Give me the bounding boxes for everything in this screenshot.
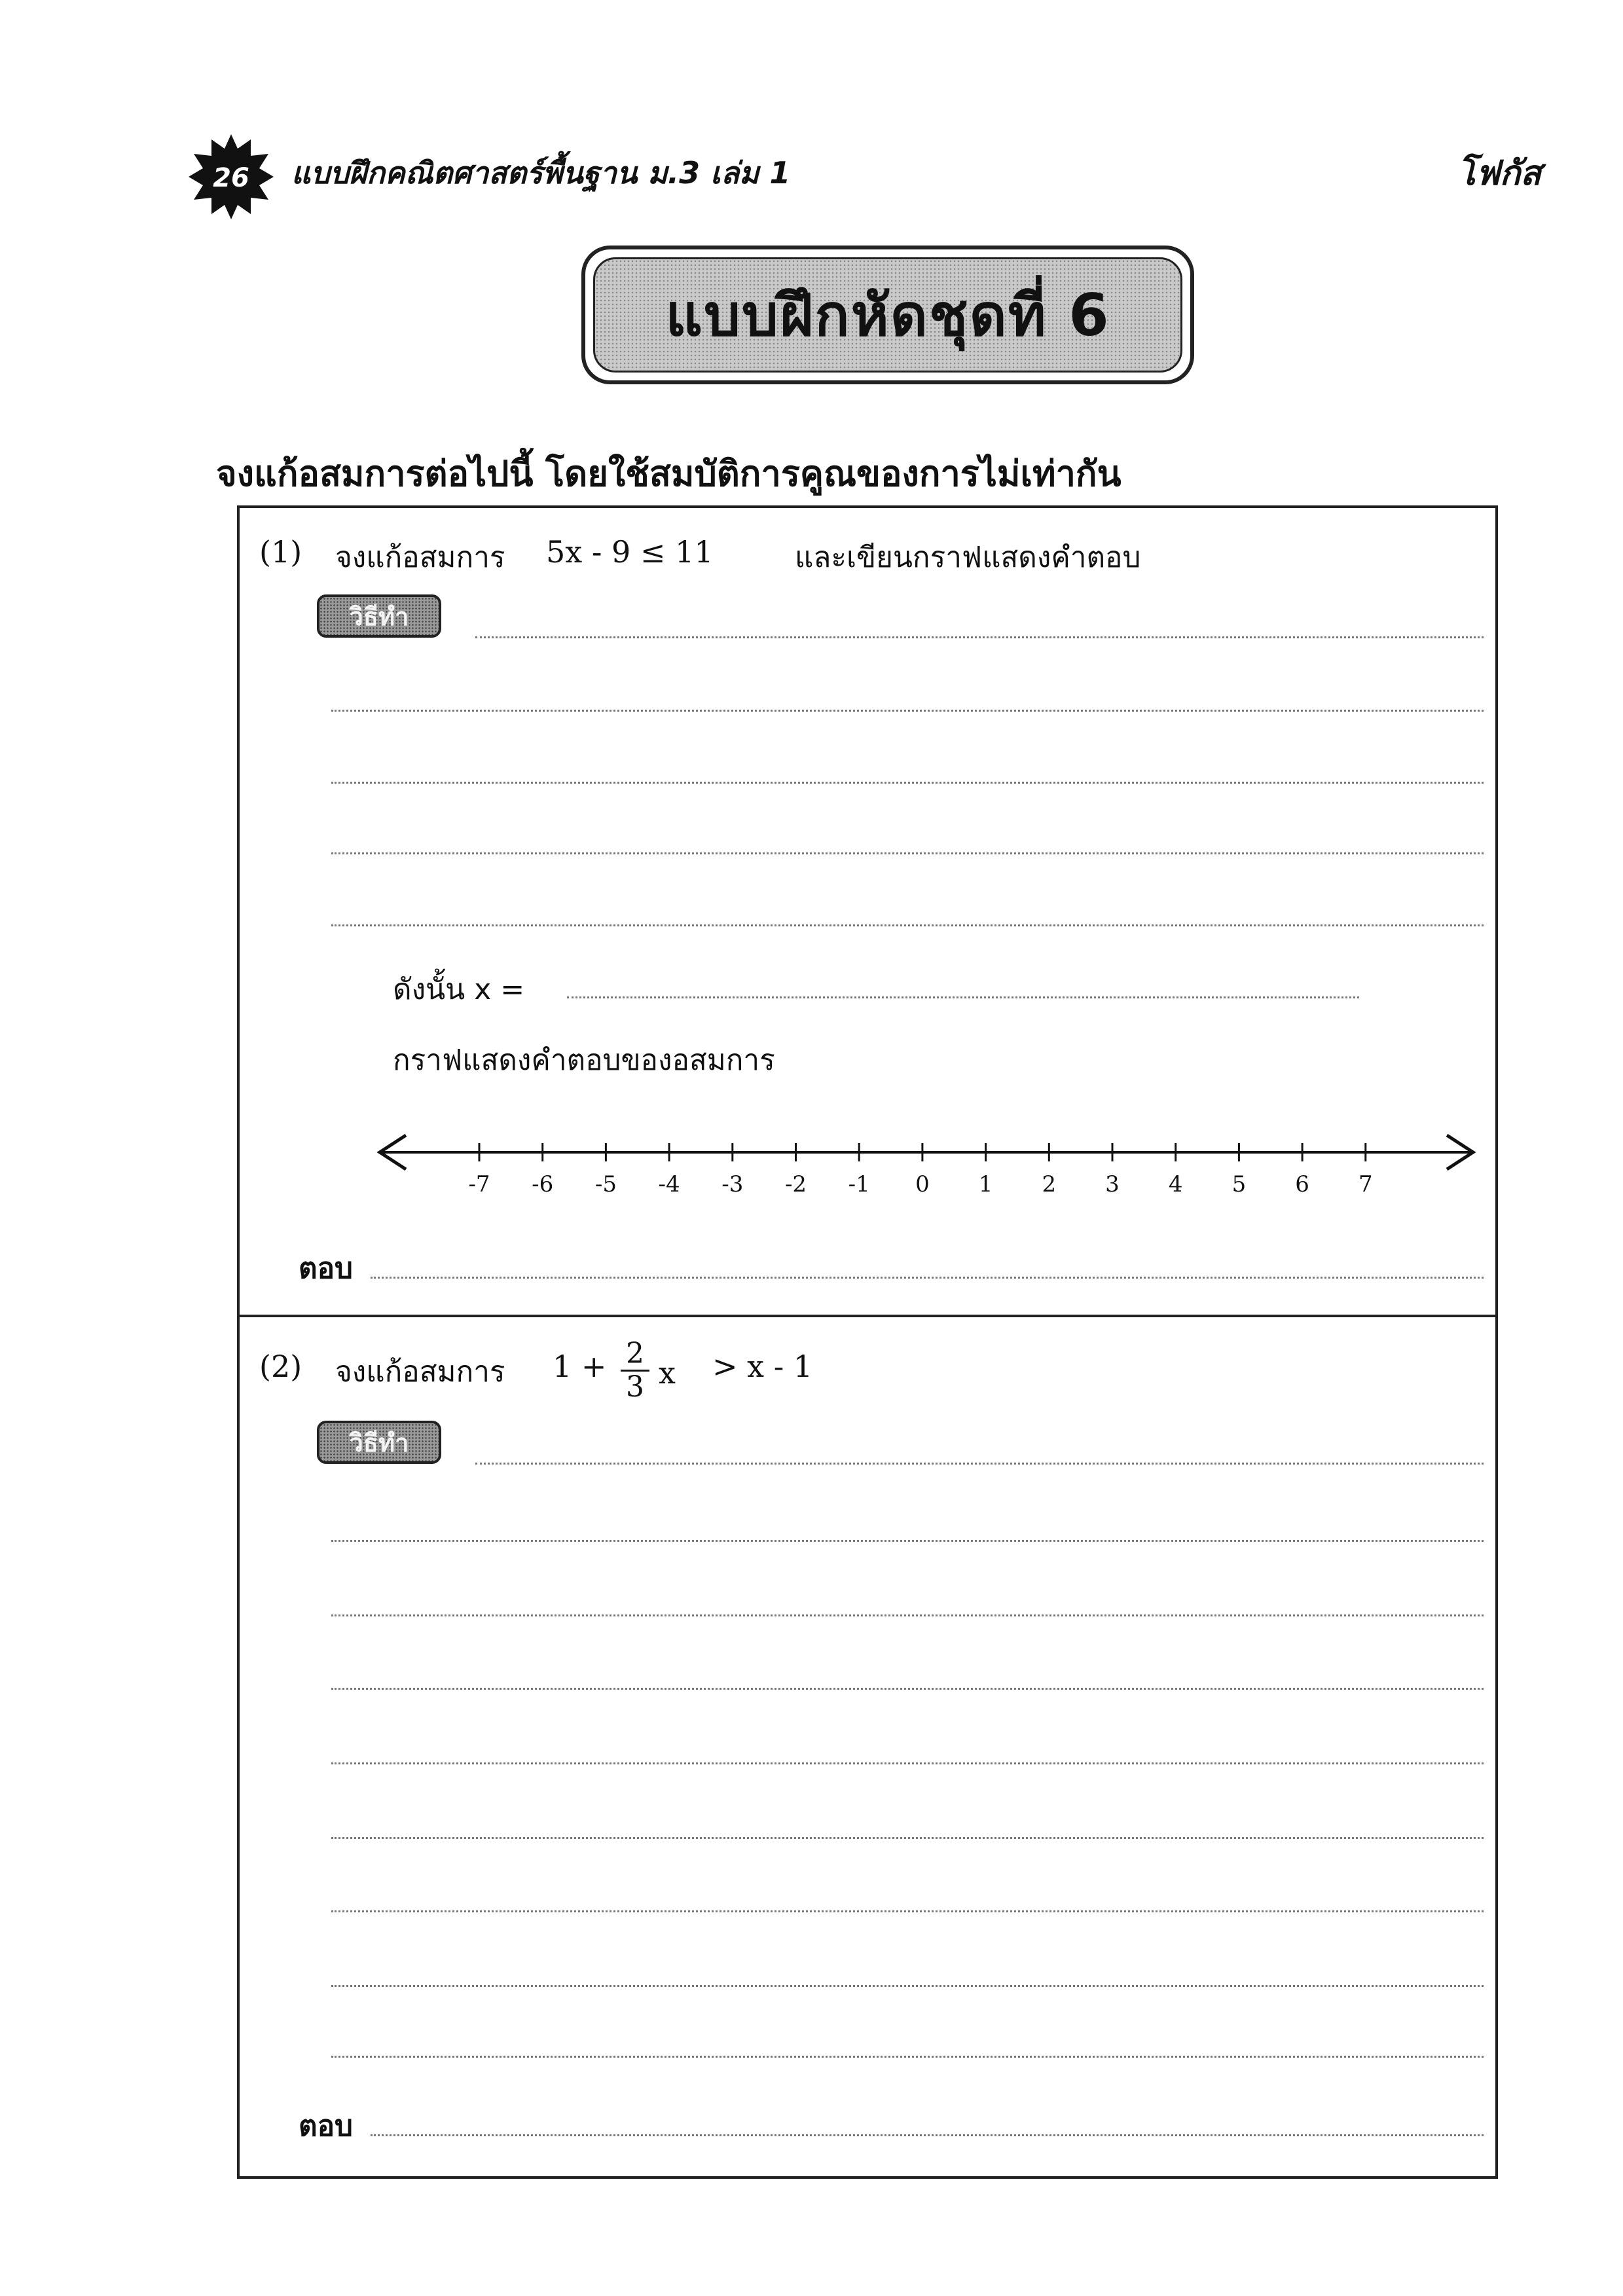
exercise-2-box [237,1315,1498,2179]
answer-line[interactable] [331,710,1484,712]
final-answer-line[interactable] [371,2134,1484,2136]
answer-line[interactable] [331,1985,1484,1987]
number-line-label: 7 [1358,1171,1373,1197]
number-line-label: -5 [594,1171,617,1197]
exercise-set-title: แบบฝึกหัดชุดที่ 6 [665,282,1110,349]
inequality: 5x - 9 ≤ 11 [546,534,714,570]
method-label-badge [317,594,441,638]
question-prompt: จงแก้อสมการ [335,1355,505,1389]
answer-line[interactable] [331,2056,1484,2058]
number-line-label: -7 [468,1171,490,1197]
page-number-badge [189,134,274,219]
number-line[interactable] [373,1131,1480,1203]
answer-line[interactable] [331,1614,1484,1616]
number-line-label: -3 [721,1171,744,1197]
answer-line[interactable] [331,852,1484,854]
page-number: 26 [213,163,249,193]
question-suffix: และเขียนกราฟแสดงคำตอบ [795,541,1141,574]
inequality-variable: x [659,1355,676,1391]
exercise-set-title-box [581,246,1194,384]
answer-line[interactable] [331,1688,1484,1690]
number-line-label: 3 [1105,1171,1120,1197]
method-label: วิธีทำ [349,1428,409,1457]
therefore-label: ดังนั้น x = [393,973,525,1006]
answer-line[interactable] [331,1910,1484,1912]
number-line-label: 5 [1231,1171,1247,1197]
number-line-label: -2 [784,1171,807,1197]
instruction-text: จงแก้อสมการต่อไปนี้ โดยใช้สมบัติการคูณของการไม่เท่ากัน [216,453,1122,494]
question-number: (2) [259,1349,302,1384]
final-answer-line[interactable] [371,1277,1484,1279]
number-line-label: 1 [978,1171,993,1197]
answer-label: ตอบ [299,2109,353,2143]
number-line-label: 6 [1295,1171,1309,1197]
question-prompt: จงแก้อสมการ [335,541,505,574]
title-banner [593,257,1182,373]
number-line-label: 0 [915,1171,930,1197]
number-line-label: -4 [658,1171,680,1197]
number-line-label: -6 [532,1171,554,1197]
answer-line[interactable] [331,924,1484,926]
question-number: (1) [259,534,302,570]
inequality-rhs: > x - 1 [712,1349,813,1384]
answer-line[interactable] [331,1762,1484,1764]
number-line-label: 2 [1042,1171,1057,1197]
answer-line[interactable] [475,1463,1484,1465]
answer-line[interactable] [331,1837,1484,1839]
number-line-label: 4 [1168,1171,1183,1197]
number-line-label: -1 [848,1171,870,1197]
answer-line[interactable] [331,782,1484,784]
fraction [621,1338,649,1403]
method-label-badge [317,1421,441,1464]
answer-x-line[interactable] [567,996,1359,998]
inequality-prefix: 1 + [553,1349,607,1384]
answer-label: ตอบ [299,1252,353,1285]
method-label: วิธีทำ [349,602,409,631]
answer-line[interactable] [475,636,1484,638]
fraction-numerator: 2 [621,1338,649,1372]
fraction-denominator: 3 [626,1370,644,1404]
graph-label: กราฟแสดงคำตอบของอสมการ [393,1044,775,1077]
book-title: แบบฝึกคณิตศาสตร์พื้นฐาน ม.3 เล่ม 1 [291,155,791,191]
answer-line[interactable] [331,1540,1484,1542]
publisher-brand: โฟกัส [1457,154,1541,193]
